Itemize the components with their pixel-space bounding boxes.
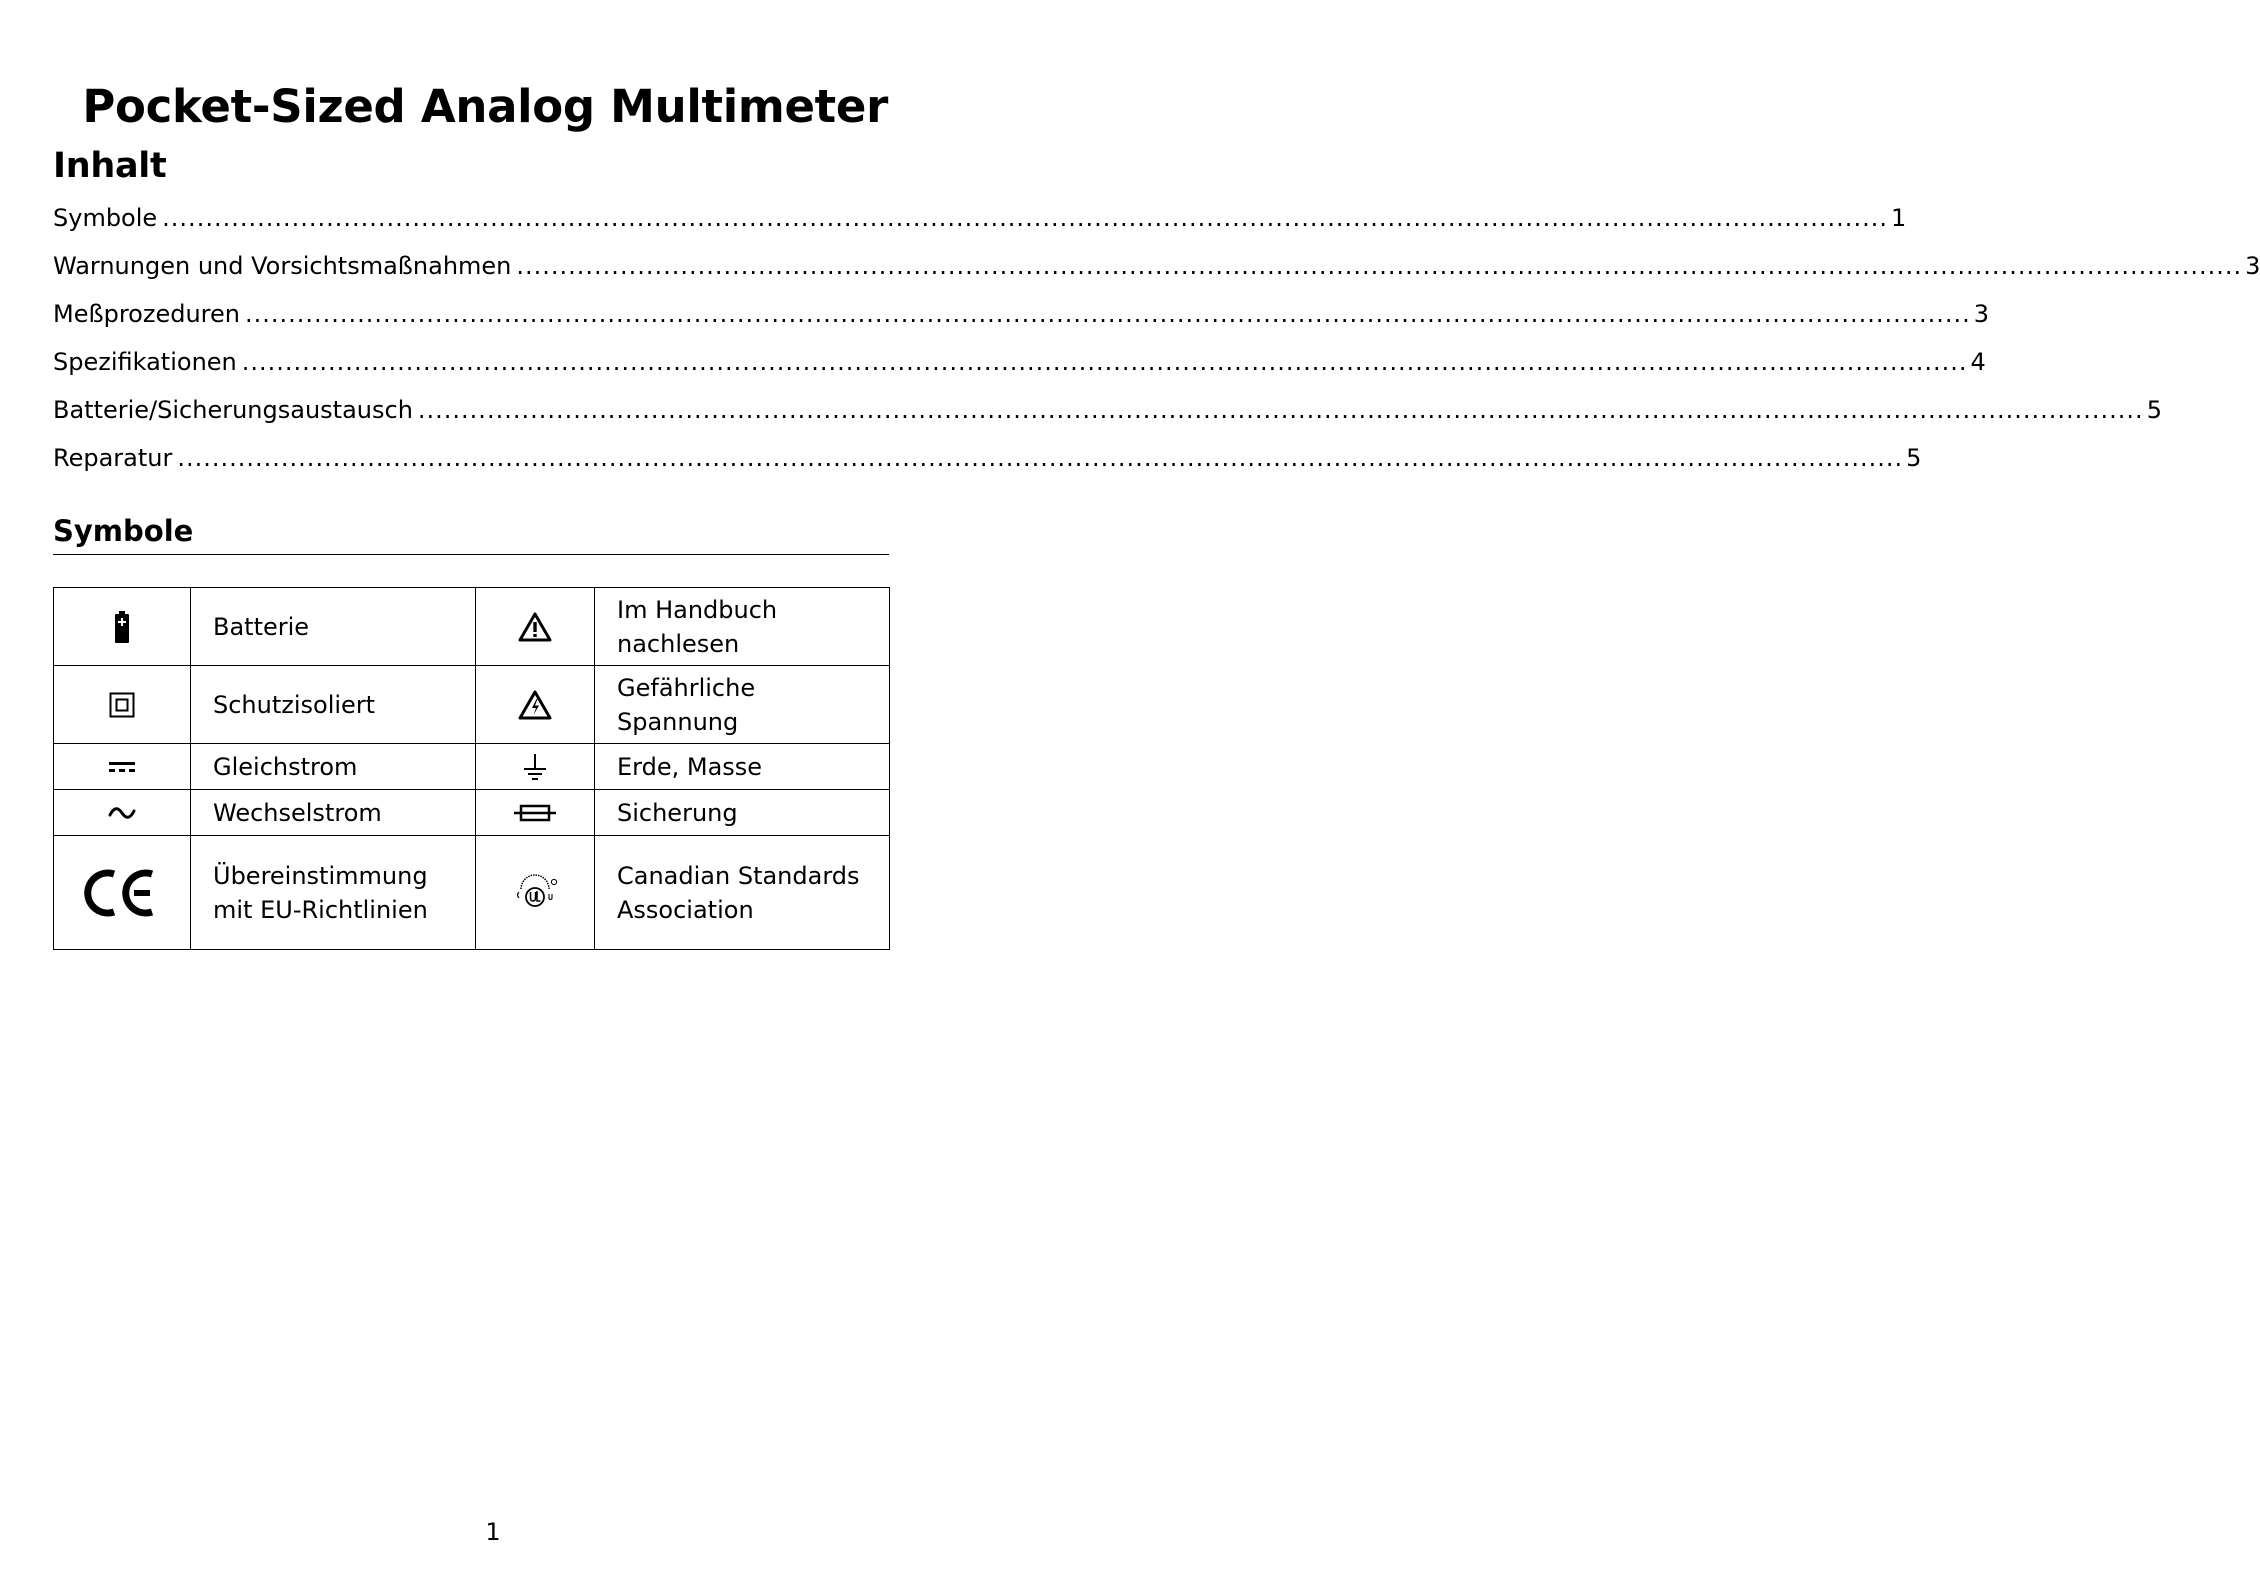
symbol-description: Erde, Masse [595, 744, 890, 790]
toc-leader-dots: ........................................................................................................................................................................................................ [516, 252, 2243, 280]
toc-entry[interactable] [53, 344, 1986, 392]
toc-entry-page: 1 [1890, 204, 1907, 232]
toc-entry[interactable] [53, 248, 2260, 296]
battery-icon [114, 611, 130, 643]
symbol-cell [476, 836, 595, 950]
toc-entry-label: Meßprozeduren [53, 300, 240, 328]
toc-heading: Inhalt [53, 146, 167, 186]
double-insulation-icon [109, 692, 135, 718]
symbol-description: Batterie [191, 588, 476, 666]
toc-entry-label: Batterie/Sicherungsaustausch [53, 396, 413, 424]
symbol-description: Schutzisoliert [191, 666, 476, 744]
toc-entry[interactable] [53, 392, 2162, 440]
symbol-cell [54, 744, 191, 790]
ce-mark-icon [86, 867, 158, 919]
page-number: 1 [485, 1518, 501, 1546]
toc-entry-page: 5 [1906, 444, 1922, 472]
toc-entry-label: Spezifikationen [53, 348, 237, 376]
csa-ul-mark-icon [512, 876, 558, 910]
symbol-cell [54, 666, 191, 744]
symbol-description: Gleichstrom [191, 744, 476, 790]
toc-entry-label: Warnungen und Vorsichtsmaßnahmen [53, 252, 512, 280]
table-row [54, 588, 890, 666]
toc-entry-page: 4 [1970, 348, 1986, 376]
toc-entry-page: 3 [2245, 252, 2260, 280]
warning-triangle-icon [518, 612, 552, 642]
toc-leader-dots: ........................................................................................................................................................................................................ [162, 204, 1888, 232]
table-row [54, 666, 890, 744]
toc-leader-dots: ........................................................................................................................................................................................................ [244, 300, 1971, 328]
symbols-section-heading: Symbole [53, 514, 889, 555]
ground-icon [522, 753, 548, 781]
fuse-icon [513, 804, 557, 822]
symbol-cell [476, 744, 595, 790]
dc-icon [108, 761, 136, 773]
toc-leader-dots: ........................................................................................................................................................................................................ [177, 444, 1904, 472]
toc-entry[interactable] [53, 200, 1907, 248]
toc-leader-dots: ........................................................................................................................................................................................................ [241, 348, 1968, 376]
symbol-cell [54, 836, 191, 950]
toc-leader-dots: ........................................................................................................................................................................................................ [417, 396, 2144, 424]
toc-entry-label: Symbole [53, 204, 158, 232]
symbol-description: Canadian Standards Association [595, 836, 890, 950]
symbol-description: Wechselstrom [191, 790, 476, 836]
toc-entry[interactable] [53, 296, 1990, 344]
symbol-description: Übereinstimmung mit EU-Richtlinien [191, 836, 476, 950]
symbol-cell [476, 790, 595, 836]
symbol-cell [54, 588, 191, 666]
table-row [54, 836, 890, 950]
ac-icon [108, 806, 136, 820]
symbol-cell [476, 588, 595, 666]
symbols-table [53, 587, 890, 950]
document-title: Pocket-Sized Analog Multimeter [82, 80, 888, 133]
toc-entry[interactable] [53, 440, 1922, 488]
symbol-cell [476, 666, 595, 744]
toc-entry-page: 3 [1973, 300, 1990, 328]
high-voltage-icon [518, 690, 552, 720]
table-row [54, 744, 890, 790]
symbol-description: Sicherung [595, 790, 890, 836]
table-of-contents [53, 200, 2260, 488]
symbol-description: Gefährliche Spannung [595, 666, 890, 744]
table-row [54, 790, 890, 836]
symbol-cell [54, 790, 191, 836]
toc-entry-label: Reparatur [53, 444, 173, 472]
toc-entry-page: 5 [2146, 396, 2162, 424]
symbol-description: Im Handbuch nachlesen [595, 588, 890, 666]
